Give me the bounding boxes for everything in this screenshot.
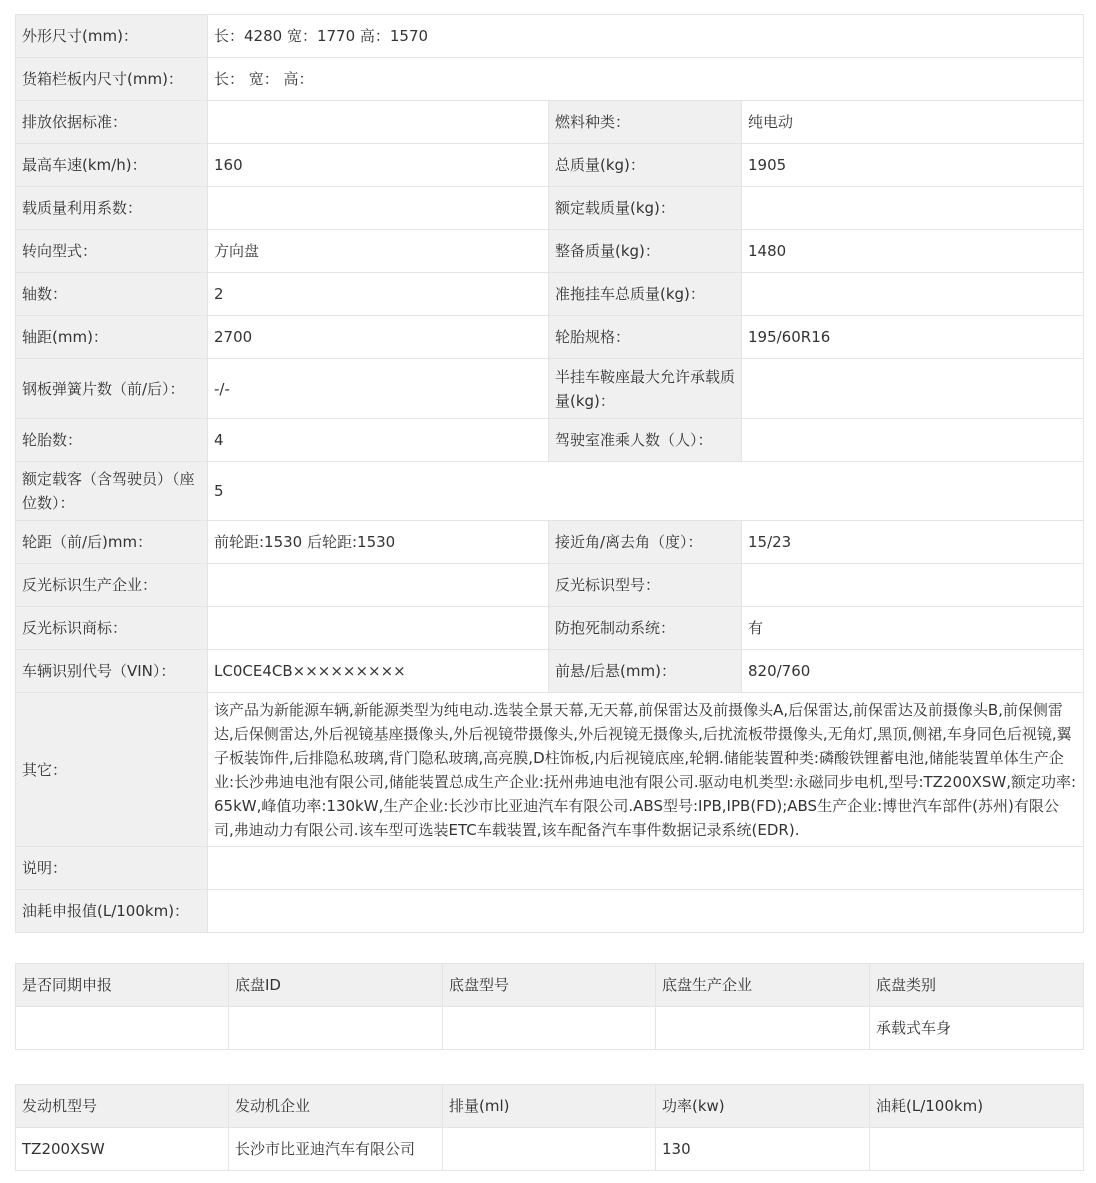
rated-passengers-value: 5	[208, 462, 1084, 521]
wheelbase-value: 2700	[208, 316, 549, 359]
tire-count-value: 4	[208, 419, 549, 462]
spec-row-reflector	[16, 564, 1084, 607]
spec-row-springs-saddle	[16, 359, 1084, 419]
engine-header-cell: 发动机型号	[16, 1085, 229, 1128]
chassis-header-row	[16, 964, 1084, 1007]
curb-mass-value: 1480	[742, 230, 1084, 273]
spec-row-track-angles	[16, 521, 1084, 564]
other-value: 该产品为新能源车辆,新能源类型为纯电动.选装全景天幕,无天幕,前保雷达及前摄像头A,后保雷达,前保雷达及前摄像头B,前保侧雷达,后保侧雷达,外后视镜基座摄像头,外后视镜带摄像头,外后视镜无摄像头,后扰流板带摄像头,无角灯,黑顶,侧裙,车身同色后视镜,翼子板装饰件,后排隐私玻璃,背门隐私玻璃,高亮膜,D柱饰板,内后视镜底座,轮辋.储能装置种类:磷酸铁锂蓄电池,储能装置单体生产企业:长沙弗迪电池有限公司,储能装置总成生产企业:抚州弗迪电池有限公司.驱动电机类型:永磁同步电机,型号:TZ200XSW,额定功率:65kW,峰值功率:130kW,生产企业:长沙市比亚迪汽车有限公司.ABS型号:IPB,IPB(FD);ABS生产企业:博世汽车部件(苏州)有限公司,弗迪动力有限公司.该车型可选装ETC车载装置,该车配备汽车事件数据记录系统(EDR).	[208, 693, 1084, 847]
reflector-maker-label: 反光标识生产企业：	[16, 564, 208, 607]
dimensions-label: 外形尺寸(mm)：	[16, 15, 208, 58]
saddle-load-value	[742, 359, 1084, 419]
vin-label: 车辆识别代号（VIN）：	[16, 650, 208, 693]
max-speed-label: 最高车速(km/h)：	[16, 144, 208, 187]
load-factor-label: 载质量利用系数：	[16, 187, 208, 230]
spec-row-steering-curb	[16, 230, 1084, 273]
cargo-box-value: 长： 宽： 高：	[208, 58, 1084, 101]
total-mass-value: 1905	[742, 144, 1084, 187]
wheelbase-label: 轴距(mm)：	[16, 316, 208, 359]
engine-data-cell: 长沙市比亚迪汽车有限公司	[229, 1128, 443, 1171]
note-value	[208, 847, 1084, 890]
chassis-table	[15, 963, 1084, 1050]
tire-count-label: 轮胎数：	[16, 419, 208, 462]
reflector-maker-value	[208, 564, 549, 607]
fuel-consumption-label: 油耗申报值(L/100km)：	[16, 890, 208, 933]
engine-data-cell: TZ200XSW	[16, 1128, 229, 1171]
reflector-brand-label: 反光标识商标：	[16, 607, 208, 650]
chassis-data-cell	[229, 1007, 443, 1050]
spec-row-fuel-consumption	[16, 890, 1084, 933]
vin-value: LC0CE4CB×××××××××	[208, 650, 549, 693]
fuel-consumption-value	[208, 890, 1084, 933]
emission-standard-label: 排放依据标准：	[16, 101, 208, 144]
engine-data-cell	[870, 1128, 1084, 1171]
overhang-label: 前悬/后悬(mm)：	[549, 650, 742, 693]
chassis-data-row	[16, 1007, 1084, 1050]
chassis-header-cell: 底盘生产企业	[656, 964, 870, 1007]
abs-value: 有	[742, 607, 1084, 650]
vehicle-spec-table	[15, 14, 1084, 933]
curb-mass-label: 整备质量(kg)：	[549, 230, 742, 273]
track-label: 轮距（前/后)mm：	[16, 521, 208, 564]
reflector-model-label: 反光标识型号：	[549, 564, 742, 607]
dimensions-value: 长：4280 宽：1770 高：1570	[208, 15, 1084, 58]
chassis-header-cell: 底盘类别	[870, 964, 1084, 1007]
track-value: 前轮距:1530 后轮距:1530	[208, 521, 549, 564]
chassis-header-cell: 底盘型号	[443, 964, 656, 1007]
steering-value: 方向盘	[208, 230, 549, 273]
trailer-mass-label: 准拖挂车总质量(kg)：	[549, 273, 742, 316]
engine-header-cell: 排量(ml)	[443, 1085, 656, 1128]
cargo-box-label: 货箱栏板内尺寸(mm)：	[16, 58, 208, 101]
abs-label: 防抱死制动系统：	[549, 607, 742, 650]
spec-row-other	[16, 693, 1084, 847]
note-label: 说明：	[16, 847, 208, 890]
chassis-data-cell: 承载式车身	[870, 1007, 1084, 1050]
spec-row-passengers	[16, 462, 1084, 521]
leaf-springs-label: 钢板弹簧片数（前/后）：	[16, 359, 208, 419]
axles-label: 轴数：	[16, 273, 208, 316]
spec-row-speed-mass	[16, 144, 1084, 187]
angles-value: 15/23	[742, 521, 1084, 564]
chassis-header-cell: 是否同期申报	[16, 964, 229, 1007]
spec-row-wheelbase-tire	[16, 316, 1084, 359]
reflector-model-value	[742, 564, 1084, 607]
max-speed-value: 160	[208, 144, 549, 187]
engine-header-cell: 发动机企业	[229, 1085, 443, 1128]
trailer-mass-value	[742, 273, 1084, 316]
spec-row-dimensions	[16, 15, 1084, 58]
total-mass-label: 总质量(kg)：	[549, 144, 742, 187]
spec-row-emission-fuel	[16, 101, 1084, 144]
engine-data-row	[16, 1128, 1084, 1171]
chassis-data-cell	[16, 1007, 229, 1050]
overhang-value: 820/760	[742, 650, 1084, 693]
engine-table	[15, 1084, 1084, 1171]
tire-spec-label: 轮胎规格：	[549, 316, 742, 359]
spec-row-axles-trailer	[16, 273, 1084, 316]
spec-row-tires-cab	[16, 419, 1084, 462]
fuel-type-value: 纯电动	[742, 101, 1084, 144]
rated-load-label: 额定载质量(kg)：	[549, 187, 742, 230]
reflector-brand-value	[208, 607, 549, 650]
steering-label: 转向型式：	[16, 230, 208, 273]
leaf-springs-value: -/-	[208, 359, 549, 419]
spec-row-brand-abs	[16, 607, 1084, 650]
cab-seats-value	[742, 419, 1084, 462]
fuel-type-label: 燃料种类：	[549, 101, 742, 144]
other-label: 其它：	[16, 693, 208, 847]
cab-seats-label: 驾驶室准乘人数（人）：	[549, 419, 742, 462]
spec-row-load	[16, 187, 1084, 230]
rated-passengers-label: 额定载客（含驾驶员）（座位数）：	[16, 462, 208, 521]
axles-value: 2	[208, 273, 549, 316]
engine-header-cell: 功率(kw)	[656, 1085, 870, 1128]
tire-spec-value: 195/60R16	[742, 316, 1084, 359]
chassis-data-cell	[656, 1007, 870, 1050]
engine-header-row	[16, 1085, 1084, 1128]
engine-header-cell: 油耗(L/100km)	[870, 1085, 1084, 1128]
emission-standard-value	[208, 101, 549, 144]
chassis-data-cell	[443, 1007, 656, 1050]
load-factor-value	[208, 187, 549, 230]
chassis-header-cell: 底盘ID	[229, 964, 443, 1007]
angles-label: 接近角/离去角（度）：	[549, 521, 742, 564]
spec-row-cargo-box	[16, 58, 1084, 101]
engine-data-cell	[443, 1128, 656, 1171]
saddle-load-label: 半挂车鞍座最大允许承载质量(kg)：	[549, 359, 742, 419]
spec-row-vin-overhang	[16, 650, 1084, 693]
rated-load-value	[742, 187, 1084, 230]
spec-row-note	[16, 847, 1084, 890]
engine-data-cell: 130	[656, 1128, 870, 1171]
